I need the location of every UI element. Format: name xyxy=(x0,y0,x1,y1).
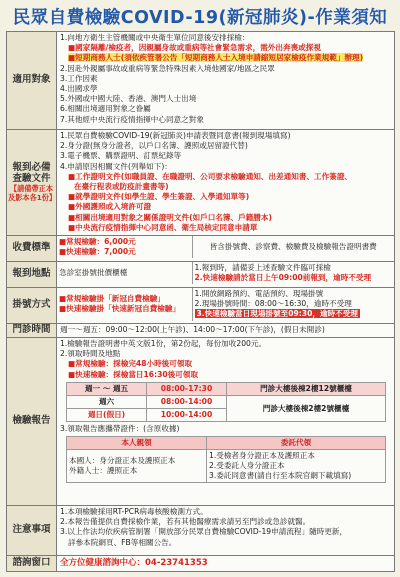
schedule-place: 門診大樓後棟2樓12號櫃檯 xyxy=(227,382,386,395)
notes-label: 注意事項 xyxy=(7,506,57,556)
fee-fast: ■快速檢驗：7,000元 xyxy=(59,247,136,257)
pickup-schedule-table xyxy=(66,382,386,423)
agent-pickup-header: 委託代領 xyxy=(207,436,386,449)
fees-content xyxy=(57,236,395,262)
agent-pickup-line: 3.委託同意書(請自行至本院官網下載填寫) xyxy=(209,471,352,481)
applicable-item: ■短期商務人士(須依疾管署公告「短期商務人士入境申請縮短居家檢疫作業規範」辦理) xyxy=(68,53,364,63)
fee-regular: ■常規檢驗：6,000元 xyxy=(59,237,136,246)
documents-content xyxy=(57,130,395,236)
registration-fast: ■快速檢驗掛「快速新冠自費檢驗」 xyxy=(59,304,181,314)
checkin-label: 報到地點 xyxy=(7,262,57,288)
fee-note: 皆含掛號費、診察費、檢驗費及檢驗報告證明書費 xyxy=(192,236,394,258)
registration-line: 3.快速檢驗當日現場掛號至09:30，逾時不受理 xyxy=(196,309,358,319)
document-item: 在臺行程表或防疫計畫書等) xyxy=(74,182,169,192)
checkin-place: 急診室掛號批價櫃檯 xyxy=(57,262,192,284)
self-pickup-header: 本人親領 xyxy=(67,436,207,449)
note-line: 3.以上作法均依疾病管制署「開放部分民眾自費檢驗COVID-19申請流程」隨時更新， xyxy=(60,527,348,537)
report-fast: ■快速檢驗：採檢當日16:30後可領取 xyxy=(68,369,199,379)
applicable-item: ■國家隔離/檢疫者，因親屬身故或重病等社會緊急需求，需外出奔喪或探視 xyxy=(68,43,321,53)
report-content xyxy=(57,338,395,506)
applicable-item: 4.出國求學 xyxy=(60,84,98,94)
report-line: 3.領取報告應攜帶證件：(含原收據) xyxy=(60,424,180,434)
document-item: 3.電子機票、購票證明、訂票紀錄等 xyxy=(60,151,182,161)
document-item: 4.申請原因相關文件(列舉如下)： xyxy=(60,161,172,171)
schedule-time: 08:00-17:30 xyxy=(147,382,227,395)
notes-content xyxy=(57,506,395,556)
agent-pickup-line: 1.受檢者身分證正本及護照正本 xyxy=(209,450,315,460)
registration-regular: ■常規檢驗掛「新冠自費檢驗」 xyxy=(59,294,165,304)
applicable-label: 適用對象 xyxy=(7,32,57,130)
contact-text: 全方位健康諮詢中心：04-23741353 xyxy=(57,556,395,572)
applicable-item: 6.相關出境適用對象之眷屬 xyxy=(60,104,151,114)
schedule-day: 週日(假日) xyxy=(67,409,147,422)
applicable-item: 1.向地方衛生主管機關或中央衛生單位同意後安排採檢： xyxy=(60,33,250,42)
agent-pickup-line: 2.受委託人身分證正本 xyxy=(209,461,285,471)
clinic-hours-text: 週一～週五：09:00～12:00(上午診)、14:00～17:00(下午診)，(假日未開診) xyxy=(57,324,395,338)
fees-label: 收費標準 xyxy=(7,236,57,262)
report-line: 2.領取時間及地點 xyxy=(60,349,121,359)
schedule-time: 10:00-14:00 xyxy=(147,409,227,422)
schedule-time: 08:00-14:00 xyxy=(147,396,227,409)
document-item: ■中央流行疫情指揮中心同意函、衛生局核定同意申請單 xyxy=(68,222,258,232)
applicable-item: 2.因赴外親屬事故或重病等緊急特殊因素入境他國家/地區之民眾 xyxy=(60,63,275,73)
documents-label: 報到必備查驗文件 【請備帶正本及影本各1份】 xyxy=(7,130,57,236)
document-item: ■相關出境適用對象之關係證明文件(如戶口名簿、戶籍謄本) xyxy=(68,212,272,222)
notice-table xyxy=(6,31,395,572)
schedule-day: 週六 xyxy=(67,396,147,409)
clinic-hours-label: 門診時間 xyxy=(7,324,57,338)
applicable-item: 3.工作因素 xyxy=(60,73,98,83)
registration-label: 掛號方式 xyxy=(7,288,57,324)
document-item: 2.身分證(無身分證者，以戶口名簿、護照或居留證代替) xyxy=(60,141,248,151)
registration-line: 2.現場掛號時間：08:00～16:30，逾時不受理 xyxy=(194,299,352,309)
registration-line: 1.開放網路預約、電話預約、現場掛號 xyxy=(194,289,324,298)
applicable-content xyxy=(57,32,395,130)
schedule-place: 門診大樓後棟2樓2號櫃檯 xyxy=(227,396,386,422)
contact-label: 諮詢窗口 xyxy=(7,556,57,572)
checkin-line: 1.報到時，請備妥上述查驗文件臨可採檢 xyxy=(194,263,331,272)
document-item: 1.民眾自費檢驗COVID-19(新冠肺炎)申請表暨同意書(報到現場填寫) xyxy=(60,131,291,140)
page-title: 民眾自費檢驗COVID-19(新冠肺炎)-作業須知 xyxy=(12,8,388,28)
checkin-content xyxy=(57,262,395,288)
note-line: 詳參本院網頁、FB等相關公告。 xyxy=(68,537,177,547)
note-line: 1.本項檢驗採用RT-PCR病毒核酸檢測方式。 xyxy=(60,507,208,516)
self-pickup-line: 本國人：身分證正本及護照正本 xyxy=(69,455,176,465)
checkin-line: 2.快速檢驗請於當日上午09:00前報到，逾時不受理 xyxy=(194,273,372,283)
pickup-documents-table xyxy=(66,436,386,484)
document-item: ■工作證明文件(如職員證、在職證明、公司要求檢驗通知、出差通知書、工作簽證、 xyxy=(68,171,353,181)
document-item: ■外國護照或入境許可證 xyxy=(68,202,152,212)
report-line: 1.檢驗報告證明書中英文版1份，第2份起，每份加收200元。 xyxy=(60,339,267,348)
applicable-item: 7.其他經中央流行疫情指揮中心同意之對象 xyxy=(60,114,204,124)
schedule-day: 週一 ～ 週五 xyxy=(67,382,147,395)
report-label: 檢驗報告 xyxy=(7,338,57,506)
applicable-item: 5.外國或中國大陸、香港、澳門人士出境 xyxy=(60,94,197,104)
note-line: 2.本報告僅提供自費採檢作業，若有其他醫療需求請另至門診或急診就醫。 xyxy=(60,517,311,527)
self-pickup-line: 外籍人士：護照正本 xyxy=(69,466,138,476)
report-regular: ■常規檢驗：採檢完48小時後可領取 xyxy=(68,359,193,369)
document-item: ■就學證明文件(如學生證、學生簽證、入學通知單等) xyxy=(68,192,250,202)
documents-label-note: 【請備帶正本及影本各1份】 xyxy=(8,183,57,202)
registration-content xyxy=(57,288,395,324)
